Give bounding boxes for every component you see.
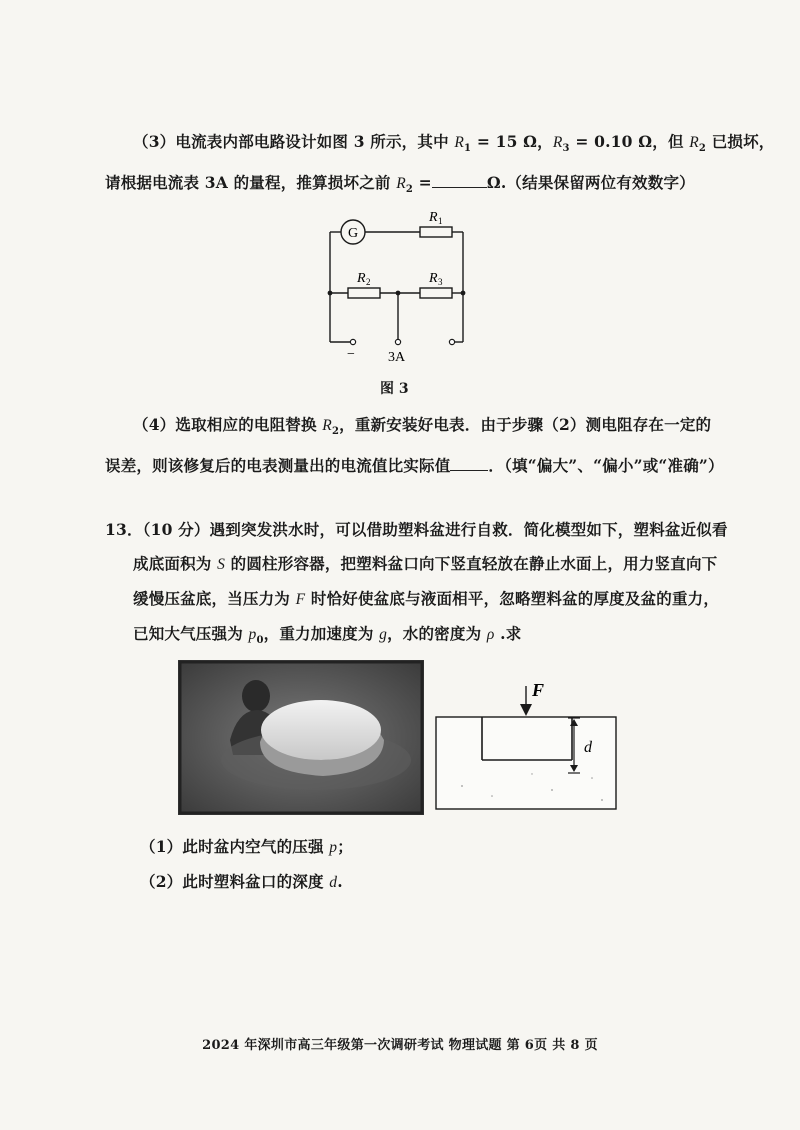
force-label: F [532,680,545,700]
terminal-right [449,339,454,344]
q13-sub2: （2）此时塑料盆口的深度 d. [140,872,343,891]
depth-label: d [584,739,592,756]
resistor-r3 [420,288,452,298]
figure3-caption: 图 3 [380,381,409,397]
part3-number: （3） [133,132,176,151]
svg-text:3: 3 [438,277,443,287]
q12-part4: （4）选取相应的电阻替换 $R_2$，重新安装好电表．由于步骤（2）测电阻存在一定的 误差，则该修复后的电表测量出的电流值比实际值 ．（填“偏大”、“偏小”或“准确”） [105,415,724,476]
svg-text:1: 1 [438,216,443,226]
q12-part3: （3）电流表内部电路设计如图 3 所示，其中 $R_1 = 15$ Ω，$R_3 = 0.10$ Ω，但 $R_2$ 已损坏， 请根据电流表 3A 的量程，推算损坏之前 $R_2 = \Omega$.（结果保留两位有效数字） [105,132,775,196]
resistor-r1 [420,227,452,237]
r1-label: R [429,210,438,225]
q13-subquestions [140,830,640,900]
3a-terminal-label: 3A [388,350,406,365]
minus-terminal-label: − [347,347,355,362]
resistor-r2 [348,288,380,298]
r2-label: R [357,271,366,286]
force-arrow-icon [520,704,532,716]
q13-number: 13．（10 分） [105,520,210,539]
basin-photo [178,660,424,815]
water-container [436,717,616,809]
q13-text: 13．（10 分）遇到突发洪水时，可以借助塑料盆进行自救．简化模型如下，塑料盆近似看 成底面积为 S 的圆柱形容器，把塑料盆口向下竖直轻放在静止水面上，用力竖直向下 缓慢压盆底，当压力为 F 时恰好使盆底与液面相平，忽略塑料盆的厚度及盆的重力， 已知大气压强为 $p_0$，重力加速度为 g，水的密度为 ρ .求 [105,520,728,647]
page-footer: 2024 年深圳市高三年级第一次调研考试 物理试题 第 6页 共 8 页 [202,1038,598,1053]
galvanometer-label: G [348,226,359,241]
figure3-circuit-diagram [310,205,480,370]
r3-label: R [429,271,438,286]
answer-blank-current[interactable] [450,455,488,472]
terminal-minus [350,339,355,344]
answer-blank-r2[interactable] [432,172,487,189]
q13-sub1: （1）此时盆内空气的压强 p； [140,837,353,856]
svg-text:2: 2 [366,277,371,287]
basin-diagram [432,678,622,813]
terminal-3a [395,339,400,344]
